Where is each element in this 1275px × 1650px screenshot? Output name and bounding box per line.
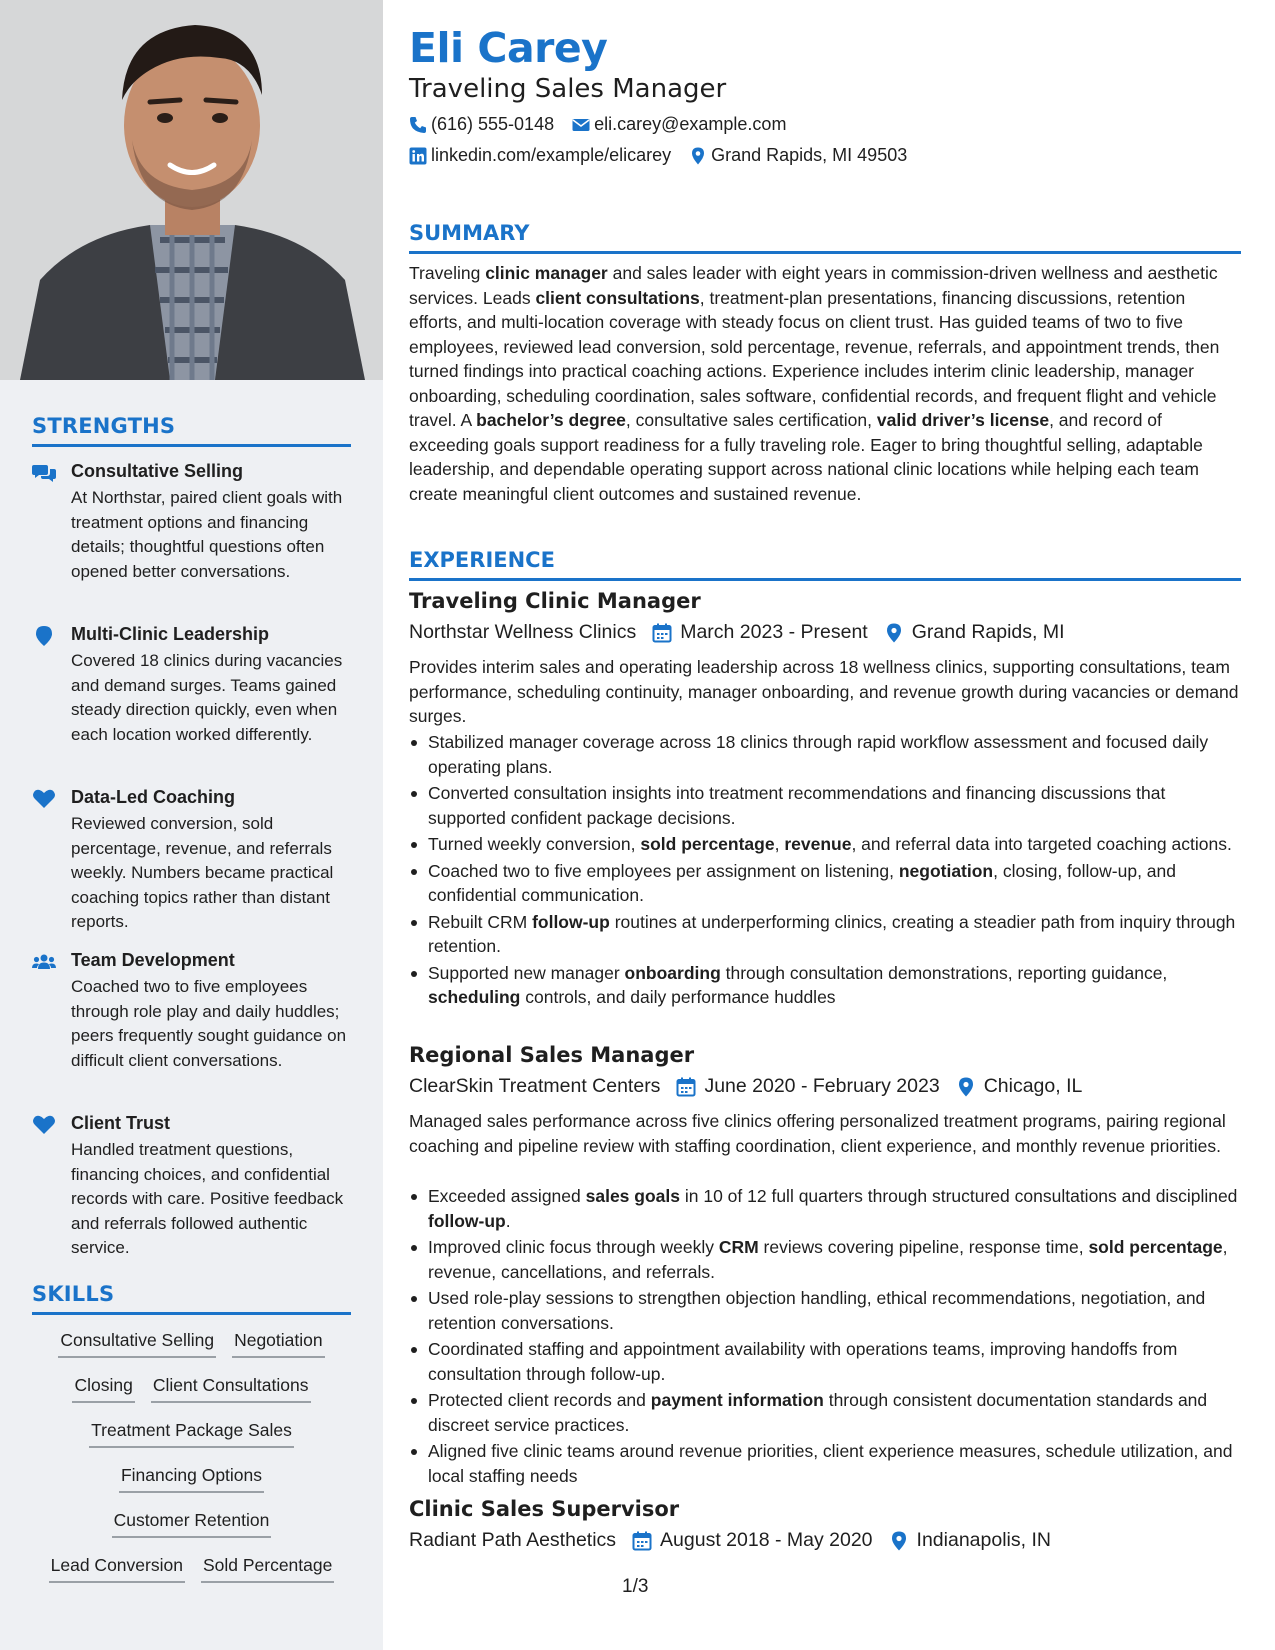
contact-row — [409, 114, 786, 135]
experience-heading: EXPERIENCE — [409, 548, 555, 572]
heart-icon — [32, 789, 56, 809]
bullet-item: Stabilized manager coverage across 18 clinics through rapid workflow assessment and focused daily operating plans. — [409, 730, 1241, 779]
bold-keyword: follow-up — [532, 911, 610, 932]
linkedin-url[interactable]: linkedin.com/example/elicarey — [431, 145, 672, 165]
bold-keyword: clinic manager — [485, 263, 608, 283]
bold-keyword: follow-up — [428, 1210, 506, 1231]
job-meta — [409, 1529, 1067, 1552]
job-title: Clinic Sales Supervisor — [409, 1497, 680, 1521]
bold-keyword: CRM — [718, 1237, 759, 1257]
job-location — [889, 1529, 1051, 1552]
bold-keyword: client consultations — [535, 287, 700, 308]
bullet-item: Exceeded assigned sales goals in 10 of 12 full quarters through structured consultations and disciplined follow-up. — [409, 1184, 1241, 1233]
strength-description: Reviewed conversion, sold percentage, revenue, and referrals weekly. Numbers became practical coaching topics rather than distant reports. — [71, 814, 334, 931]
linkedin-icon — [409, 147, 427, 165]
skills-row — [32, 1375, 351, 1420]
bullet-item: Turned weekly conversion, sold percentage, revenue, and referral data into targeted coaching actions. — [409, 832, 1241, 857]
bold-keyword: sold percentage — [640, 834, 775, 854]
strength-title: Consultative Selling — [71, 461, 244, 481]
candidate-name: Eli Carey — [409, 24, 608, 72]
skills-heading: SKILLS — [32, 1282, 115, 1306]
bullet-item: Protected client records and payment information through consistent documentation standards and discreet service practices. — [409, 1388, 1241, 1437]
bullet-item: Supported new manager onboarding through consultation demonstrations, reporting guidance, scheduling controls, and daily performance huddles — [409, 961, 1241, 1010]
skills-list — [32, 1330, 351, 1600]
job-bullets — [409, 730, 1241, 1012]
bullet-item: Improved clinic focus through weekly CRM reviews covering pipeline, response time, sold percentage, revenue, cancellations, and referrals. — [409, 1235, 1241, 1284]
envelope-icon — [572, 116, 590, 134]
users-icon — [32, 952, 56, 972]
location-text: Chicago, IL — [983, 1075, 1083, 1097]
strength-title: Data-Led Coaching — [71, 787, 236, 807]
job-dates — [632, 1529, 872, 1552]
skill-tag: Client Consultations — [151, 1375, 311, 1403]
skill-tag: Customer Retention — [112, 1510, 272, 1538]
job-bullets — [409, 1184, 1241, 1490]
phone-icon — [409, 116, 427, 134]
bold-keyword: negotiation — [898, 860, 994, 881]
calendar-icon — [652, 623, 672, 643]
chat-bubbles-icon — [32, 463, 56, 483]
summary-divider — [409, 251, 1241, 254]
company-name: Radiant Path Aesthetics — [409, 1529, 617, 1551]
location-text: Grand Rapids, MI 49503 — [711, 145, 908, 165]
email-address[interactable]: eli.carey@example.com — [594, 114, 787, 134]
strength-title: Client Trust — [71, 1113, 171, 1133]
dates-text: March 2023 - Present — [680, 621, 868, 643]
summary-text: Traveling clinic manager and sales leader with eight years in commission-driven wellness and aesthetic services. Leads client consultations, treatment-plan presentations, financing discussions, retention efforts, and multi-location coverage with steady focus on client trust. Has guided teams of two to five employees, reviewed lead conversion, sold percentage, revenue, referrals, and appointment trends, then turned findings into practical coaching actions. Experience includes interim clinic leadership, manager onboarding, scheduling coordination, sales software, confidential records, and frequent flight and vehicle travel. A bachelor’s degree, consultative sales certification, valid driver’s license, and record of exceeding goals support readiness for a fully traveling role. Eager to bring thoughtful selling, adaptable leadership, and dependable operating support across national clinic locations while helping each team create meaningful client outcomes and sustained revenue. — [409, 263, 1220, 504]
strength-title: Multi-Clinic Leadership — [71, 624, 270, 644]
map-pin-icon — [32, 626, 56, 646]
bullet-item: Rebuilt CRM follow-up routines at underperforming clinics, creating a steadier path from inquiry through retention. — [409, 910, 1241, 959]
profile-photo — [0, 0, 383, 380]
page-number: 1/3 — [622, 1576, 649, 1597]
bullet-item: Aligned five clinic teams around revenue priorities, client experience measures, schedule utilization, and local staffing needs — [409, 1439, 1241, 1488]
company-name: Northstar Wellness Clinics — [409, 621, 637, 643]
job-title: Traveling Clinic Manager — [409, 589, 701, 613]
map-pin-icon — [956, 1077, 976, 1097]
map-pin-icon — [689, 147, 707, 165]
skill-tag: Financing Options — [119, 1465, 264, 1493]
map-pin-icon — [889, 1531, 909, 1551]
calendar-icon — [676, 1077, 696, 1097]
phone-number: (616) 555-0148 — [431, 114, 555, 134]
phone-contact — [409, 114, 554, 135]
location-text: Grand Rapids, MI — [911, 621, 1065, 643]
skill-tag: Sold Percentage — [201, 1555, 334, 1583]
bold-keyword: onboarding — [624, 962, 721, 983]
strengths-heading: STRENGTHS — [32, 414, 176, 438]
skills-divider — [32, 1312, 351, 1315]
bold-keyword: payment information — [650, 1390, 824, 1410]
strength-description: Covered 18 clinics during vacancies and demand surges. Teams gained steady direction quickly, even when each location worked differently. — [71, 651, 343, 744]
bold-keyword: sales goals — [585, 1186, 680, 1206]
job-dates — [652, 621, 868, 644]
skills-row — [32, 1420, 351, 1465]
bold-keyword: scheduling — [428, 987, 521, 1007]
linkedin-contact[interactable] — [409, 145, 671, 166]
bullet-item: Converted consultation insights into treatment recommendations and financing discussions that supported confident package decisions. — [409, 781, 1241, 830]
bullet-item: Used role-play sessions to strengthen objection handling, ethical recommendations, negotiation, and retention conversations. — [409, 1286, 1241, 1335]
bullet-item: Coordinated staffing and appointment availability with operations teams, improving handoffs from consultation through follow-up. — [409, 1337, 1241, 1386]
bold-keyword: sold percentage — [1088, 1237, 1223, 1257]
email-contact[interactable] — [572, 114, 786, 135]
bold-keyword: valid driver’s license — [876, 410, 1050, 430]
bold-keyword: bachelor’s degree — [476, 410, 626, 430]
job-title: Regional Sales Manager — [409, 1043, 695, 1067]
bullet-item: Coached two to five employees per assignment on listening, negotiation, closing, follow-up, and confidential communication. — [409, 859, 1241, 908]
skills-row — [32, 1510, 351, 1555]
contact-row — [409, 145, 907, 166]
strength-title: Team Development — [71, 950, 235, 970]
job-intro: Provides interim sales and operating leadership across 18 wellness clinics, supporting consultations, team performance, scheduling continuity, manager onboarding, and revenue growth during vacancies or demand surges. — [409, 657, 1239, 726]
job-location — [884, 621, 1065, 644]
job-location — [956, 1075, 1083, 1098]
skill-tag: Consultative Selling — [58, 1330, 216, 1358]
skills-row — [32, 1465, 351, 1510]
skill-tag: Lead Conversion — [49, 1555, 185, 1583]
candidate-role: Traveling Sales Manager — [409, 74, 727, 104]
skills-row — [32, 1330, 351, 1375]
company-name: ClearSkin Treatment Centers — [409, 1075, 661, 1097]
job-dates — [676, 1075, 939, 1098]
strength-description: Handled treatment questions, financing choices, and confidential records with care. Positive feedback and referrals followed authentic service. — [71, 1140, 344, 1257]
dates-text: August 2018 - May 2020 — [660, 1529, 873, 1551]
job-meta — [409, 1075, 1098, 1098]
map-pin-icon — [884, 623, 904, 643]
location-text: Indianapolis, IN — [916, 1529, 1051, 1551]
heart-icon — [32, 1115, 56, 1135]
location-contact — [689, 145, 907, 166]
bold-keyword: revenue — [784, 834, 852, 854]
strength-description: At Northstar, paired client goals with treatment options and financing details; thoughtful questions often opened better conversations. — [71, 488, 343, 581]
calendar-icon — [632, 1531, 652, 1551]
summary-heading: SUMMARY — [409, 221, 530, 245]
job-intro: Managed sales performance across five clinics offering personalized treatment programs, pairing regional coaching and pipeline review with staffing coordination, client experience, and monthly revenue priorities. — [409, 1111, 1226, 1156]
skill-tag: Negotiation — [232, 1330, 325, 1358]
job-meta — [409, 621, 1081, 644]
dates-text: June 2020 - February 2023 — [704, 1075, 940, 1097]
skills-row — [32, 1555, 351, 1600]
experience-divider — [409, 578, 1241, 581]
portrait-illustration — [0, 0, 383, 380]
skill-tag: Treatment Package Sales — [89, 1420, 294, 1448]
strength-description: Coached two to five employees through role play and daily huddles; peers frequently sought guidance on difficult client conversations. — [71, 977, 347, 1070]
strengths-divider — [32, 444, 351, 447]
skill-tag: Closing — [72, 1375, 134, 1403]
